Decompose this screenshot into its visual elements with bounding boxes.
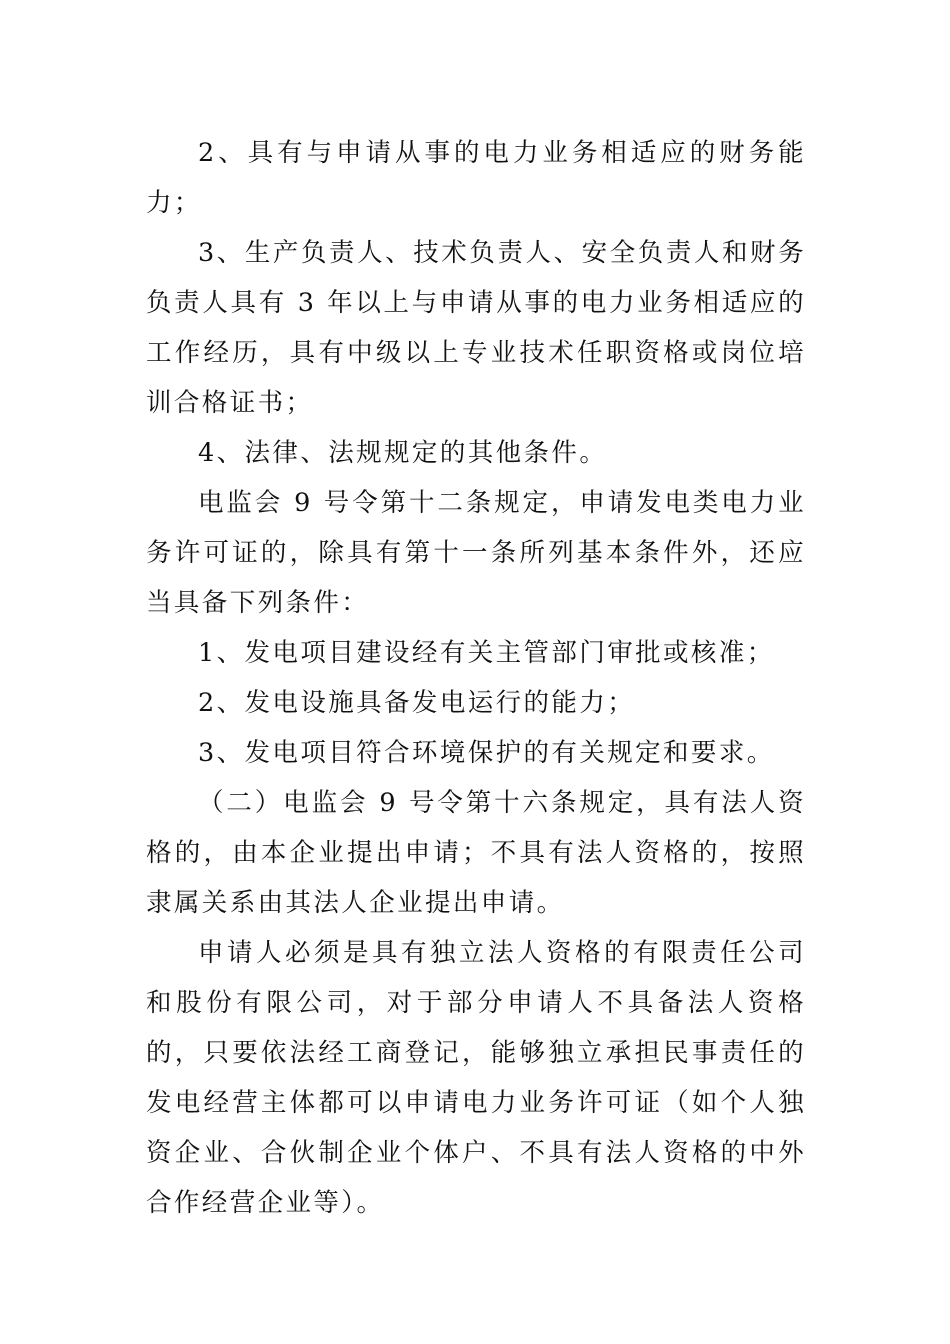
paragraph: 1、发电项目建设经有关主管部门审批或核准； xyxy=(198,638,775,668)
paragraph: 3、发电项目符合环境保护的有关规定和要求。 xyxy=(198,738,775,768)
paragraph: 3、生产负责人、技术负责人、安全负责人和财务负责人具有 3 年以上与申请从事的电力业务相适应的工作经历，具有中级以上专业技术任职资格或岗位培训合格证书； xyxy=(146,238,806,418)
paragraph: 2、发电设施具备发电运行的能力； xyxy=(198,688,636,718)
paragraph: 申请人必须是具有独立法人资格的有限责任公司和股份有限公司，对于部分申请人不具备法人资格的，只要依法经工商登记，能够独立承担民事责任的发电经营主体都可以申请电力业务许可证（如个人独资企业、合伙制企业个体户、不具有法人资格的中外合作经营企业等）。 xyxy=(146,938,806,1218)
paragraph: 2、具有与申请从事的电力业务相适应的财务能力； xyxy=(146,138,806,218)
document-body xyxy=(146,128,806,1228)
paragraph: 4、法律、法规规定的其他条件。 xyxy=(198,438,608,468)
paragraph: （二）电监会 9 号令第十六条规定，具有法人资格的，由本企业提出申请；不具有法人资格的，按照隶属关系由其法人企业提出申请。 xyxy=(146,788,806,918)
paragraph: 电监会 9 号令第十二条规定，申请发电类电力业务许可证的，除具有第十一条所列基本条件外，还应当具备下列条件： xyxy=(146,488,806,618)
